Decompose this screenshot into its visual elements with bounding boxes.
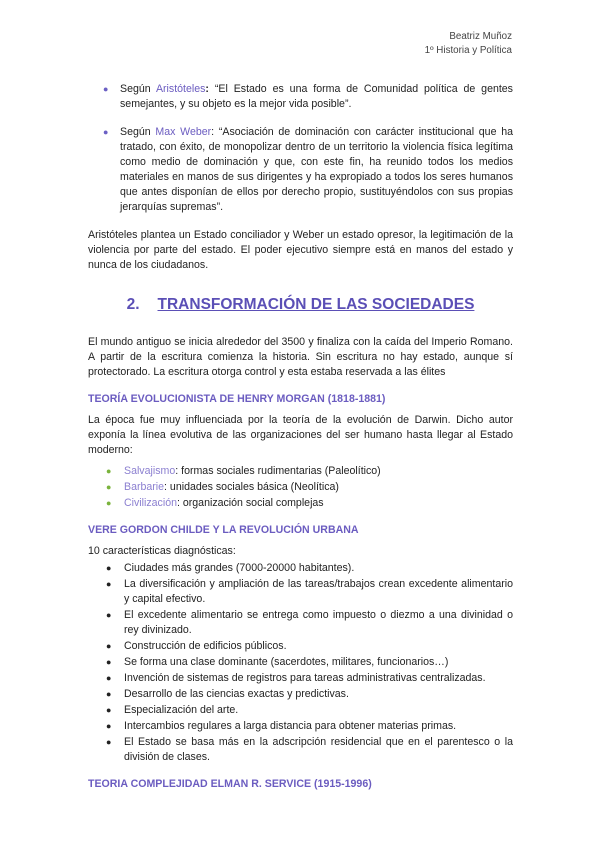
bullet-icon: ● (106, 498, 112, 508)
bullet-icon: ● (103, 84, 109, 94)
morgan-list (88, 464, 513, 511)
quote-text: “Asociación de dominación con carácter institucional que ha tratado, con éxito, de monopolizar dentro de un territorio la violencia física legítima como medio de dominación y que, con este fin, ha reunido todos los medios materiales en manos de sus dirigentes y ha expropiado a todos los seres humanos que antes disponían de ellos por derecho propio, sustituyéndolos con sus propias jerarquías supremas”. (120, 126, 514, 213)
bullet-icon: ● (106, 610, 112, 620)
bullet-icon: ● (106, 737, 112, 747)
list-item: ● Se forma una clase dominante (sacerdotes, militares, funcionarios…) (106, 656, 449, 668)
author-aristoteles: Aristóteles (155, 83, 206, 95)
bullet-icon: ● (106, 579, 112, 589)
course-name: 1º Historia y Política (424, 45, 512, 56)
bullet-icon: ● (106, 563, 112, 573)
list-item: ● El excedente alimentario se entrega como impuesto o diezmo a una divinidad o rey divinizado. (106, 609, 513, 636)
quote-aristoteles: ● Según Aristóteles: “El Estado es una forma de Comunidad política de gentes semejantes, y su objeto es la mejor vida posible”. (103, 83, 513, 110)
list-item: ● Civilización: organización social complejas (106, 497, 324, 509)
morgan-paragraph: La época fue muy influenciada por la teoría de la evolución de Darwin. Dicho autor exponía la línea evolutiva de las organizaciones del ser humano hasta llegar al Estado moderno: (88, 414, 513, 456)
bullet-icon: ● (106, 482, 112, 492)
list-item: ● Construcción de edificios públicos. (106, 640, 287, 652)
list-item: ● Especialización del arte. (106, 704, 239, 716)
bullet-icon: ● (103, 127, 109, 137)
list-item: ● Invención de sistemas de registros para tareas administrativas centralizadas. (106, 672, 486, 684)
bullet-icon: ● (106, 641, 112, 651)
list-item: ● Desarrollo de las ciencias exactas y predictivas. (106, 688, 349, 700)
section-title-text: TRANSFORMACIÓN DE LAS SOCIEDADES (157, 296, 475, 313)
author-weber: Max Weber (155, 126, 212, 138)
list-item: ● Salvajismo: formas sociales rudimentarias (Paleolítico) (106, 465, 381, 477)
quote-text: “El Estado es una forma de Comunidad política de gentes semejantes, y su objeto es la mejor vida posible”. (120, 83, 513, 110)
page-header (425, 30, 512, 58)
bullet-icon: ● (106, 466, 112, 476)
intro-paragraph: Aristóteles plantea un Estado conciliador y Weber un estado opresor, la legitimación de la violencia por parte del estado. El poder ejecutivo siempre está en manos del estado y nunca de los ciudadanos. (88, 229, 513, 271)
childe-heading: VERE GORDON CHILDE Y LA REVOLUCIÓN URBANA (88, 524, 359, 536)
section-paragraph: El mundo antiguo se inicia alrededor del 3500 y finaliza con la caída del Imperio Romano. A partir de la escritura comienza la historia. Sin escritura no hay estado, aunque sí protectorado. La escritura otorga control y esta estaba reservada a las élites (88, 336, 513, 378)
service-heading: TEORIA COMPLEJIDAD ELMAN R. SERVICE (1915-1996) (88, 778, 372, 790)
childe-intro: 10 características diagnósticas: (88, 545, 236, 557)
bullet-icon: ● (106, 689, 112, 699)
bullet-icon: ● (106, 721, 112, 731)
list-item: ● Ciudades más grandes (7000-20000 habitantes). (106, 562, 355, 574)
morgan-heading: TEORÍA EVOLUCIONISTA DE HENRY MORGAN (1818-1881) (88, 393, 386, 405)
document-body (88, 82, 513, 798)
list-item: ● Intercambios regulares a larga distancia para obtener materias primas. (106, 720, 457, 732)
bullet-icon: ● (106, 657, 112, 667)
section-title (88, 295, 513, 315)
bullet-icon: ● (106, 705, 112, 715)
section-number: 2. (126, 296, 140, 313)
quote-weber: ● Según Max Weber: “Asociación de dominación con carácter institucional que ha tratado, con éxito, de monopolizar dentro de un territorio la violencia física legítima como medio de dominación y que, con este fin, ha reunido todos los medios materiales en manos de sus dirigentes y ha expropiado a todos los seres humanos que antes disponían de ellos por derecho propio, sustituyéndolos con sus propias jerarquías supremas”. (103, 126, 514, 213)
bullet-icon: ● (106, 673, 112, 683)
list-item: ● Barbarie: unidades sociales básica (Neolítica) (106, 481, 339, 493)
list-item: ● La diversificación y ampliación de las tareas/trabajos crean excedente alimentario y capital efectivo. (106, 578, 513, 605)
author-name: Beatriz Muñoz (449, 31, 512, 42)
childe-list (88, 561, 513, 765)
list-item: ● El Estado se basa más en la adscripción residencial que en el parentesco o la división de clases. (106, 736, 513, 763)
